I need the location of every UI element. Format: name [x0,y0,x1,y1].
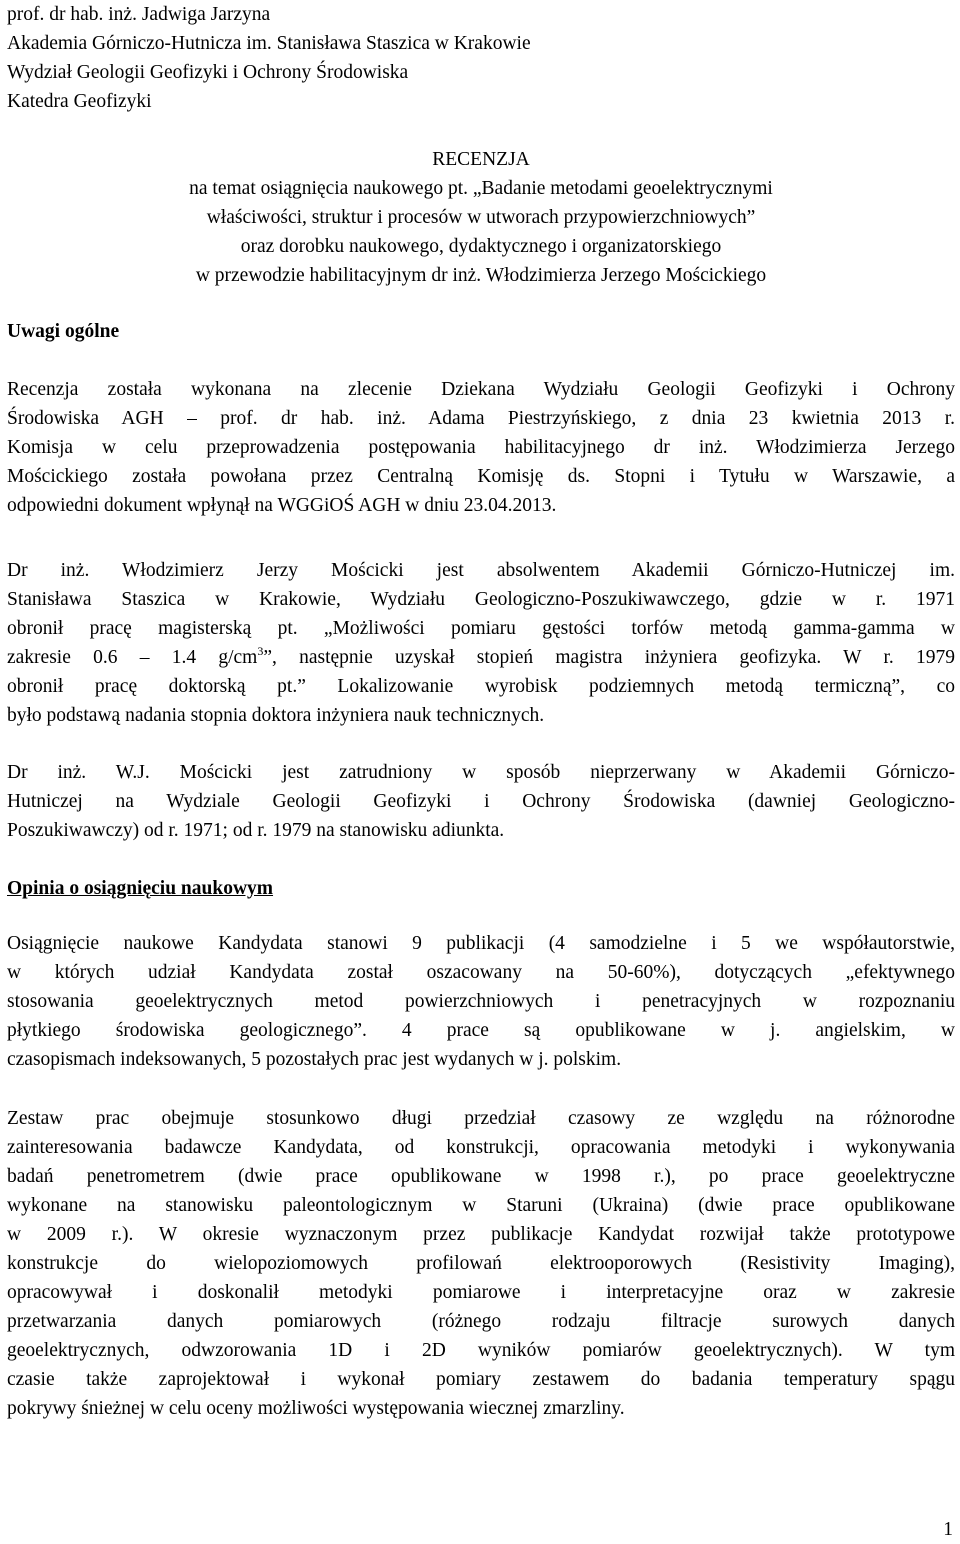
section-heading-scientific-achievement: Opinia o osiągnięciu naukowym [7,878,274,899]
text-line: stosowania geoelektrycznych metod powierzchniowych i penetracyjnych w rozpoznaniu [7,991,955,1012]
text-line: Osiągnięcie naukowe Kandydata stanowi 9 publikacji (4 samodzielne i 5 we współautorstwie, [7,933,955,954]
section-heading-general-remarks: Uwagi ogólne [7,321,120,342]
text-line: Recenzja została wykonana na zlecenie Dziekana Wydziału Geologii Geofizyki i Ochrony [7,379,955,400]
text-line: badań penetrometrem (dwie prace opublikowane w 1998 r.), po prace geoelektryczne [7,1166,955,1187]
review-subject-line: na temat osiągnięcia naukowego pt. „Badanie metodami geoelektrycznymi [189,178,773,199]
text-line: czasie także zaprojektował i wykonał pomiary zestawem do badania temperatury spągu [7,1369,955,1390]
author-header [7,0,531,116]
review-subject-line: właściwości, struktur i procesów w utworach przypowierzchniowych” [206,207,756,228]
author-name: prof. dr hab. inż. Jadwiga Jarzyna [7,4,271,25]
text-segment: zakresie 0.6 – 1.4 g/cm [7,647,258,668]
review-subject-line: oraz dorobku naukowego, dydaktycznego i organizatorskiego [240,236,722,257]
text-line: obronił pracę magisterską pt. „Możliwości pomiaru gęstości torfów metodą gamma-gamma w [7,618,955,639]
text-line [7,643,955,672]
text-line: obronił pracę doktorską pt.” Lokalizowanie wyrobisk podziemnych metodą termiczną”, co [7,676,955,697]
text-line: konstrukcje do wielopoziomowych profilowań elektrooporowych (Resistivity Imaging), [7,1253,955,1274]
text-line: Stanisława Staszica w Krakowie, Wydziału Geologiczno-Poszukiwawczego, gdzie w r. 1971 [7,589,955,610]
text-line: czasopismach indeksowanych, 5 pozostałych prac jest wydanych w j. polskim. [7,1049,622,1070]
paragraph-review-commission [7,375,955,520]
review-heading: RECENZJA [432,149,530,170]
text-line: przetwarzania danych pomiarowych (różnego rodzaju filtracje surowych danych [7,1311,955,1332]
author-university: Akademia Górniczo-Hutnicza im. Stanisława Staszica w Krakowie [7,33,531,54]
review-subject-line: w przewodzie habilitacyjnym dr inż. Włodzimierza Jerzego Mościckiego [195,265,767,286]
paragraph-employment [7,758,955,845]
text-line: Hutniczej na Wydziale Geologii Geofizyki i Ochrony Środowiska (dawniej Geologiczno- [7,791,955,812]
text-line: geoelektrycznych, odwzorowania 1D i 2D wyników pomiarów geoelektrycznych). W tym [7,1340,955,1361]
text-line: w których udział Kandydata został oszacowany na 50-60%), dotyczących „efektywnego [7,962,955,983]
text-line: Zestaw prac obejmuje stosunkowo długi przedział czasowy ze względu na różnorodne [7,1108,955,1129]
text-line: Poszukiwawczy) od r. 1971; od r. 1979 na stanowisku adiunkta. [7,820,505,841]
text-line: pokrywy śnieżnej w celu oceny możliwości występowania wiecznej zmarzliny. [7,1398,625,1419]
text-line: opracowywał i doskonalił metodyki pomiarowe i interpretacyjne oraz w zakresie [7,1282,955,1303]
text-line: odpowiedni dokument wpłynął na WGGiOŚ AGH w dniu 23.04.2013. [7,495,557,516]
document-page [7,0,955,1543]
text-line: Środowiska AGH – prof. dr hab. inż. Adama Piestrzyńskiego, z dnia 23 kwietnia 2013 r. [7,408,955,429]
text-line: było podstawą nadania stopnia doktora inżyniera nauk technicznych. [7,705,545,726]
text-line: zainteresowania badawcze Kandydata, od konstrukcji, opracowania metodyki i wykonywania [7,1137,955,1158]
paragraph-education [7,556,955,730]
text-line: Komisja w celu przeprowadzenia postępowania habilitacyjnego dr inż. Włodzimierza Jerzego [7,437,955,458]
page-number: 1 [943,1519,953,1540]
author-faculty: Wydział Geologii Geofizyki i Ochrony Środowiska [7,62,409,83]
paragraph-publications-scope [7,1104,955,1423]
text-line: w 2009 r.). W okresie wyznaczonym przez publikacje Kandydat rozwijał także prototypowe [7,1224,955,1245]
text-line: płytkiego środowiska geologicznego”. 4 prace są opublikowane w j. angielskim, w [7,1020,955,1041]
paragraph-achievement-summary [7,929,955,1074]
superscript: 3 [257,644,264,658]
text-line: Dr inż. Włodzimierz Jerzy Mościcki jest absolwentem Akademii Górniczo-Hutniczej im. [7,560,955,581]
text-segment: ”, następnie uzyskał stopień magistra inżyniera geofizyka. W r. 1979 [263,647,955,668]
text-line: Dr inż. W.J. Mościcki jest zatrudniony w sposób nieprzerwany w Akademii Górniczo- [7,762,955,783]
text-line: Mościckiego została powołana przez Centralną Komisję ds. Stopni i Tytułu w Warszawie, a [7,466,955,487]
text-line: wykonane na stanowisku paleontologicznym w Staruni (Ukraina) (dwie prace opublikowane [7,1195,955,1216]
author-department: Katedra Geofizyki [7,91,152,112]
